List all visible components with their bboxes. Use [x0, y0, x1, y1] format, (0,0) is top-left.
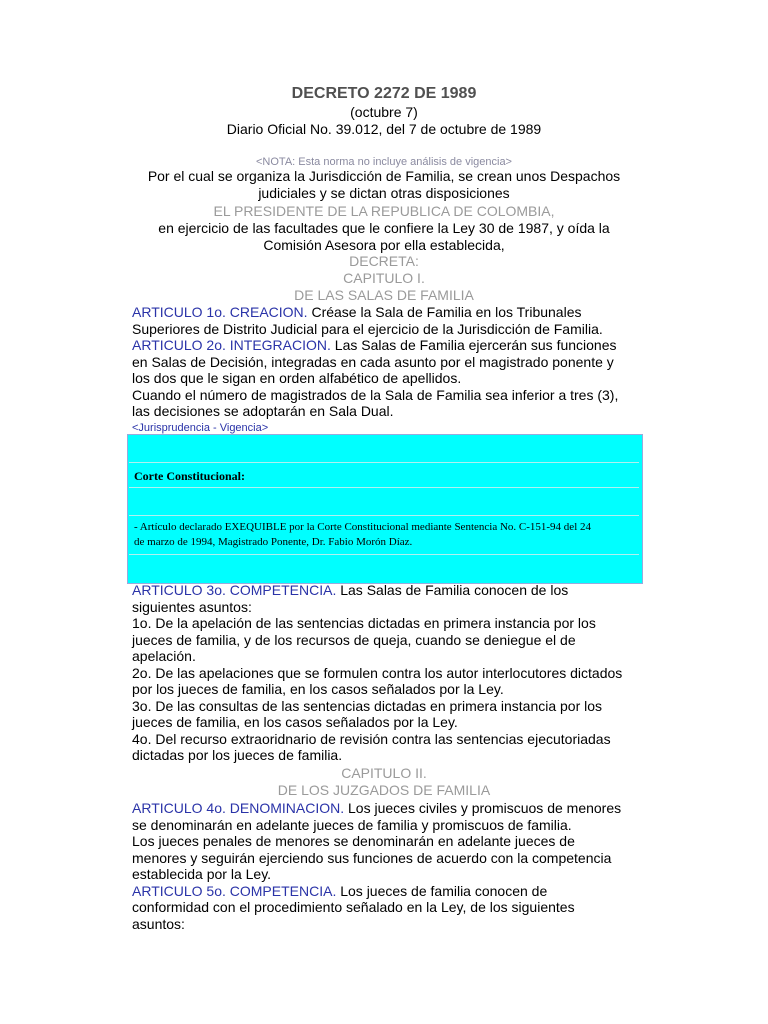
article-3-item-4b: dictadas por los jueces de familia.	[132, 747, 343, 763]
table-row	[129, 435, 639, 463]
table-row	[129, 555, 639, 582]
article-2-text-2: en Salas de Decisión, integradas en cada asunto por el magistrado ponente y	[132, 353, 614, 370]
article-4	[132, 800, 632, 932]
article-4-text-4: menores y seguirán ejerciendo sus funciones de acuerdo con la competencia	[132, 849, 612, 866]
article-1-text-2: Superiores de Distrito Judicial para el ejercicio de la Jurisdicción de Familia.	[132, 320, 603, 337]
table-row	[129, 516, 639, 555]
article-2-text-5: las decisiones se adoptarán en Sala Dual.	[132, 403, 394, 419]
faculties-line-1: en ejercicio de las facultades que le confiere la Ley 30 de 1987, y oída la	[158, 220, 610, 236]
article-5-text: Los jueces de familia conocen de	[336, 882, 548, 899]
chapter2-label: CAPITULO II.	[341, 765, 427, 781]
article-5-text-3: asuntos:	[132, 915, 185, 932]
decree-title: DECRETO 2272 DE 1989	[291, 85, 477, 102]
article-4-text-5: establecida por la Ley.	[132, 866, 272, 882]
article-3-heading: ARTICULO 3o. COMPETENCIA.	[132, 582, 337, 598]
article-2-heading: ARTICULO 2o. INTEGRACION.	[132, 337, 331, 353]
article-3-item-4a: 4o. Del recurso extraoridnario de revisión contra las sentencias ejecutoriadas	[132, 730, 611, 747]
article-4-text-2: se denominarán en adelante jueces de familia y promiscuos de familia.	[132, 816, 572, 833]
chapter2-title: DE LOS JUZGADOS DE FAMILIA	[277, 782, 491, 798]
faculties-line-2: Comisión Asesora por ella establecida,	[263, 237, 505, 253]
decree-date: (octubre 7)	[350, 104, 418, 120]
article-1	[132, 304, 632, 436]
article-4-heading: ARTICULO 4o. DENOMINACION.	[132, 800, 345, 816]
chapter1-title: DE LAS SALAS DE FAMILIA	[294, 287, 474, 303]
article-3-item-3a: 3o. De las consultas de las sentencias dictadas en primera instancia por los	[132, 697, 603, 714]
article-3-text-2: siguientes asuntos:	[132, 598, 252, 615]
article-3-item-2b: por los jueces de familia, en los casos señalados por la Ley.	[132, 681, 504, 697]
ruling-text	[134, 520, 639, 550]
article-4-text-3: Los jueces penales de menores se denominarán en adelante jueces de	[132, 833, 575, 849]
ruling-line-2: de marzo de 1994, Magistrado Ponente, Dr. Fabio Morón Díaz.	[134, 536, 413, 548]
jurisprudence-table	[127, 434, 643, 584]
article-3-item-1c: apelación.	[132, 648, 196, 664]
court-label: Corte Constitucional:	[134, 469, 245, 483]
table-row	[129, 463, 639, 488]
article-3-item-1b: jueces de familia, y de los recursos de queja, cuando se deniegue el de	[132, 631, 576, 648]
article-3-item-2a: 2o. De las apelaciones que se formulen contra los autor interlocutores dictados	[132, 664, 623, 681]
summary-line-2: judiciales y se dictan otras disposiciones	[258, 185, 510, 201]
article-2-text-3: los dos que le sigan en orden alfabético de apellidos.	[132, 370, 462, 386]
article-2-text: Las Salas de Familia ejercerán sus funciones	[330, 337, 617, 353]
gazette-reference: Diario Oficial No. 39.012, del 7 de octubre de 1989	[226, 121, 542, 137]
article-2-text-4: Cuando el número de magistrados de la Sala de Familia sea inferior a tres (3),	[132, 386, 619, 403]
article-3-text: Las Salas de Familia conocen de los	[336, 582, 569, 598]
ruling-line-1: - Artículo declarado EXEQUIBLE por la Corte Constitucional mediante Sentencia No. C-151-94 del 24	[134, 521, 591, 533]
article-4-text: Los jueces civiles y promiscuos de menores	[344, 800, 622, 816]
article-1-heading: ARTICULO 1o. CREACION.	[132, 304, 308, 320]
decreta-heading: DECRETA:	[349, 253, 419, 269]
article-3	[132, 582, 632, 764]
article-3-item-3b: jueces de familia, en los casos señalados por la Ley.	[132, 714, 458, 730]
article-1-text: Créase la Sala de Familia en los Tribunales	[307, 304, 582, 320]
chapter1-label: CAPITULO I.	[343, 270, 425, 286]
vigencia-note: <NOTA: Esta norma no incluye análisis de vigencia>	[256, 156, 512, 168]
article-3-item-1a: 1o. De la apelación de las sentencias dictadas en primera instancia por los	[132, 615, 596, 631]
jurisprudence-link[interactable]: <Jurisprudencia - Vigencia>	[132, 421, 269, 434]
article-5-heading: ARTICULO 5o. COMPETENCIA.	[132, 882, 337, 899]
table-row	[129, 488, 639, 516]
article-5-text-2: conformidad con el procedimiento señalado en la Ley, de los siguientes	[132, 899, 575, 915]
summary-line-1: Por el cual se organiza la Jurisdicción de Familia, se crean unos Despachos	[147, 168, 621, 184]
president-heading: EL PRESIDENTE DE LA REPUBLICA DE COLOMBIA,	[213, 203, 555, 219]
